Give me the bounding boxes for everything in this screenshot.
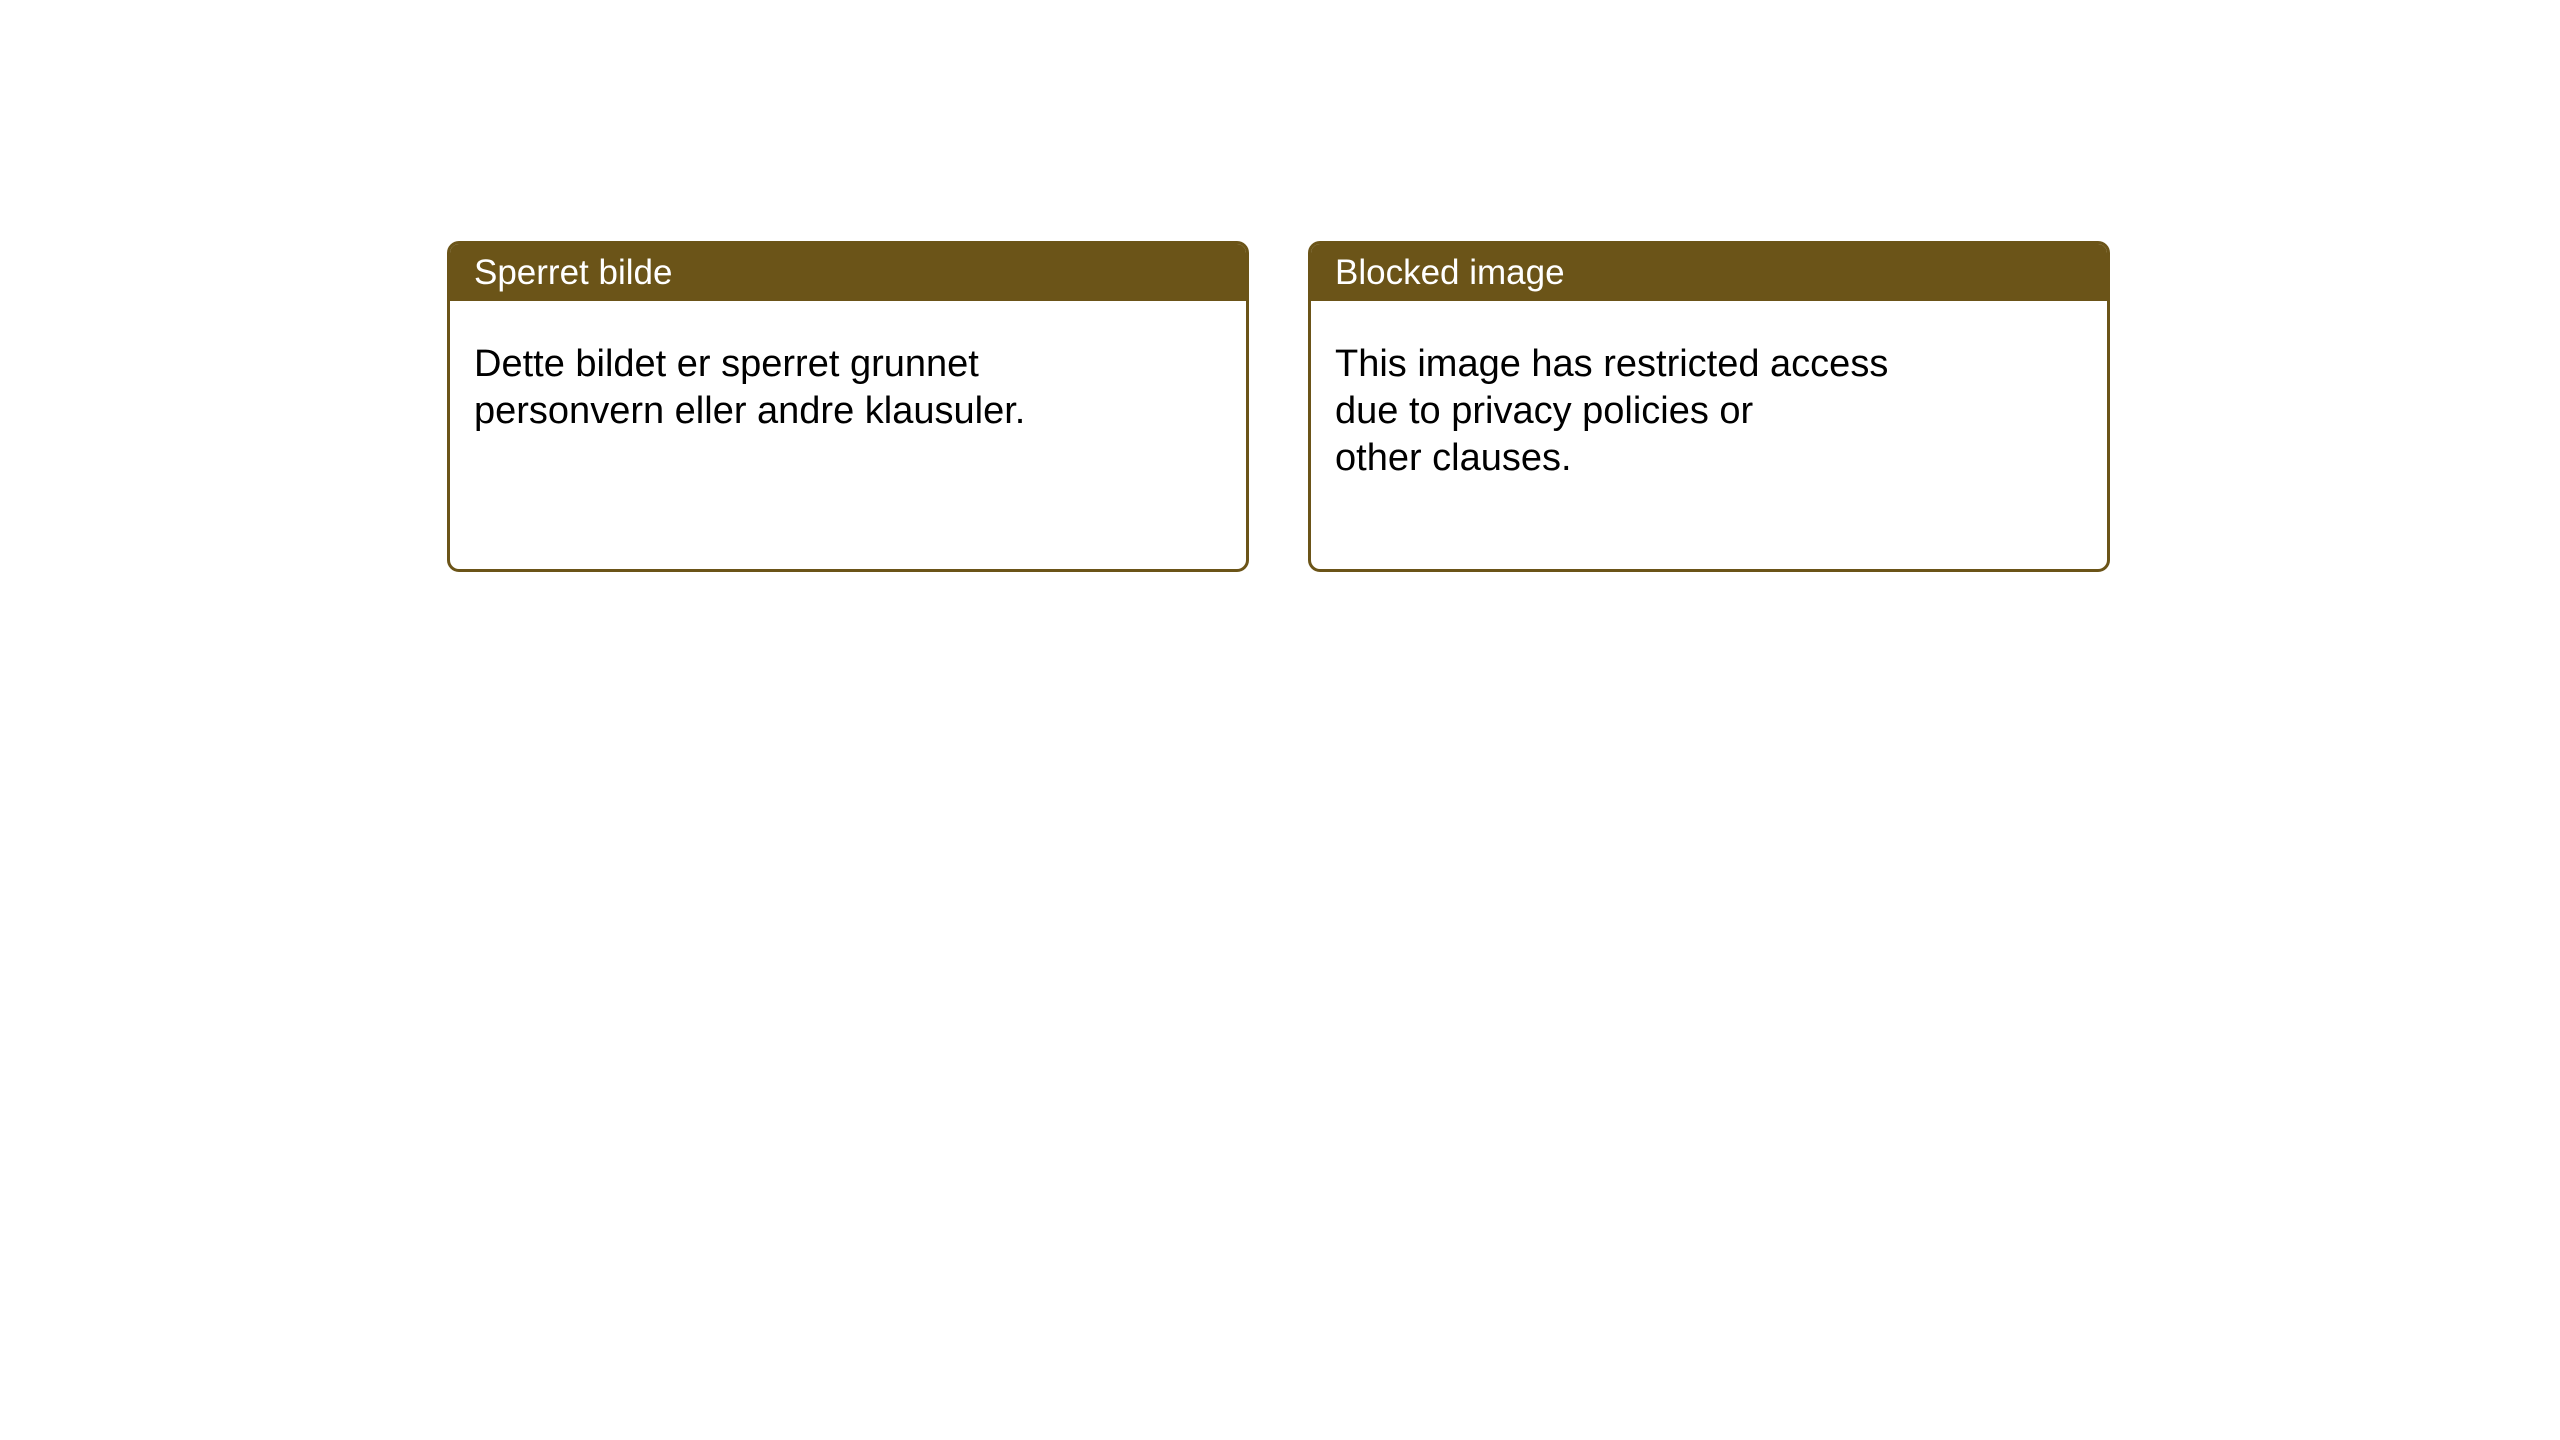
- card-title: Blocked image: [1335, 253, 1565, 292]
- card-body: [1311, 301, 2107, 482]
- card-header: [1311, 244, 2107, 301]
- blocked-image-card-norwegian: [447, 241, 1249, 572]
- card-text-line: other clauses.: [1335, 437, 1572, 479]
- card-title: Sperret bilde: [474, 253, 673, 292]
- blocked-image-card-english: [1308, 241, 2110, 572]
- card-body: [450, 301, 1246, 435]
- card-text-line: due to privacy policies or: [1335, 390, 1754, 432]
- card-text-line: Dette bildet er sperret grunnet: [474, 343, 979, 385]
- card-text-line: This image has restricted access: [1335, 343, 1889, 385]
- card-text-line: personvern eller andre klausuler.: [474, 390, 1026, 432]
- card-header: [450, 244, 1246, 301]
